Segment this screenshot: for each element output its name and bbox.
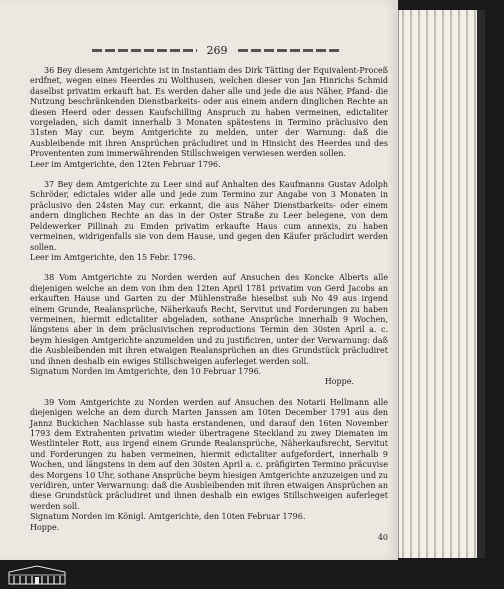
notice-body: 38 Vom Amtgerichte zu Norden werden auf Ansuchen des Koncke Alberts alle diejenigen welche an dem von ihm den 12ten April 1781 privatim von Gerd Jacobs an erkauften Hause und Garten zu der Mühlenstraße hieselbst sub No 49 aus irgend einem Grunde, Realansprüche, Näherkaufs Recht, Servitut und Forderungen zu haben vermeinen, hiermit edictaliter abgeladen, sothane Ansprüche innerhalb 9 Wochen, längstens aber in dem präclusivischen reproductions Termin den 30sten April a. c. beym hiesigen Amtgerichte anzumelden und zu justificiren, unter der Verwarnung: daß die Ausbleibenden mit ihren etwaigen Realansprüchen an dies Grundstück präcludiret und ihnen deshalb ein ewiges Stillschweigen auferleget werden soll.	[30, 273, 388, 366]
notice-signature: Hoppe.	[324, 377, 354, 387]
page-header	[92, 44, 342, 56]
notice-37	[30, 180, 388, 263]
notice-body: 36 Bey diesem Amtgerichte ist in Instantiam des Dirk Tätting der Equivalent-Proceß erdfnet, wegen eines Heerdes zu Wolthusen, welchen dieser von Jan Hinrichs Schmid daselbst privatim erkauft hat. Es werden daher alle und jede die aus Näher, Pfand- die Nutzung beschränkenden Dienstbarkeits- oder aus einem andern dinglichen Rechte an diesen Heerd oder dessen Kaufschilling Anspruch zu haben vermeinen, edictaliter vorgeladen, sich damit innerhalb 3 Monaten spätestens in Termino präclusivo den 31sten May cur. beym Amtgerichte zu melden, unter der Warnung: daß die Ausbleibende mit ihren Ansprüchen präcludiret und in Hinsicht des Heerdes und des Provententen zum immerwährenden Stillschweigen verwiesen werden sollen.	[30, 66, 388, 159]
page-number: 269	[206, 43, 228, 57]
catchword: 40	[377, 533, 388, 543]
notice-body: 39 Vom Amtgerichte zu Norden werden auf Ansuchen des Notarii Hellmann alle diejenigen welche an dem durch Marten Janssen am 10ten December 1791 aus den Jannz Buckichen Nachlasse sub hasta erstandenen, und darauf den 16ten November 1793 dem Extrahenten privatim wieder übertragene Steckland zu zwey Diematen im Westlinteler Rott, aus irgend einem Grunde Realansprüche, Näherkaufsrecht, Servitut und Forderungen zu haben vermeinen, hiermit edictaliter aufgefordert, innerhalb 9 Wochen, und längstens in dem auf den 30sten April a. c. präfigirten Termino präcuvise des Morgens 10 Uhr, sothane Ansprüche beym hiesigen Amtgerichte anzuzeigen und zu veridiren, unter Verwarnung: daß die Ausbleibenden mit ihren etwaigen Ansprüchen an diese Grundstück präcludiret und ihnen deshalb ein ewiges Stillschweigen auferleget werden soll.	[30, 397, 388, 511]
notice-footer: Leer im Amtgerichte, den 15 Febr. 1796.	[30, 252, 196, 262]
notice-body: 37 Bey dem Amtgerichte zu Leer sind auf Anhalten des Kaufmanns Gustav Adolph Schröder, edictales wider alle und jede zum Termino zur Angabe von 3 Monaten in präclusivo den 24sten May cur. erkannt, die aus Näher Dienstbarkeits- oder einem andern dinglichen Rechte an das in der Oster Straße zu Leer belegene, von dem Peldewerker Pillinah zu Emden privatim erkaufte Haus cum annexis, zu haben vermeinen, widrigenfalls sie von dem Hause, und gegen den Käufer präcludirt werden sollen.	[30, 180, 388, 252]
notice-36	[30, 66, 388, 170]
library-building-logo	[6, 564, 68, 586]
header-rule-left	[92, 49, 197, 52]
notice-footer: Leer im Amtgerichte, den 12ten Februar 1796.	[30, 159, 221, 169]
header-rule-right	[238, 49, 343, 52]
notice-footer: Signatum Norden im Amtgerichte, den 10 Februar 1796.	[30, 366, 262, 376]
notice-38	[30, 273, 388, 387]
notice-signature: Hoppe.	[30, 522, 60, 532]
notice-39	[30, 398, 388, 544]
notice-footer: Signatum Norden im Königl. Amtgerichte, den 10ten Februar 1796.	[30, 512, 306, 522]
book-page-edges	[398, 10, 477, 558]
page-content	[30, 66, 388, 553]
